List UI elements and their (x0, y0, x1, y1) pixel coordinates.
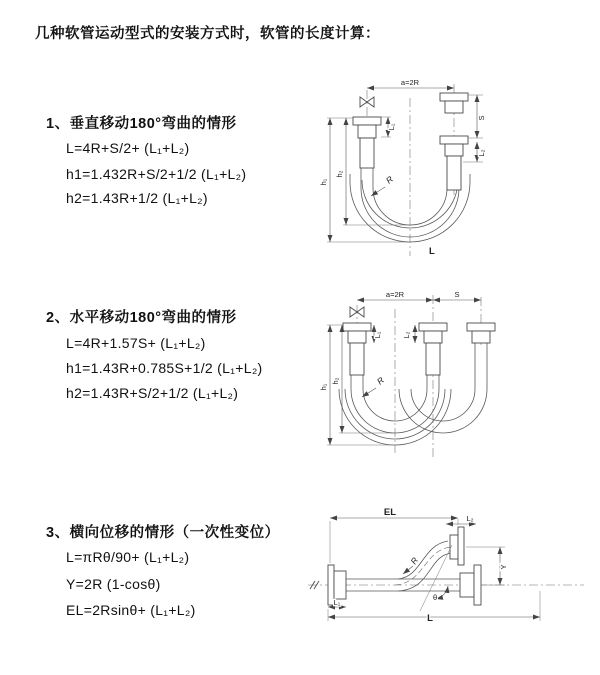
dim-label-l1: L₁ (333, 598, 341, 607)
right-flange-hub (460, 573, 474, 597)
dim-label-s: S (477, 115, 486, 121)
left-flange-hub (348, 331, 366, 343)
radius-label: R (383, 173, 395, 186)
section-3-formula-L: L=πRθ/90+ (L₁+L₂) (66, 549, 190, 565)
section-2-heading: 2、水平移动180°弯曲的情形 (46, 310, 237, 326)
section-1-formula-L: L=4R+S/2+ (L₁+L₂) (66, 140, 190, 156)
dim-label-el: EL (383, 507, 397, 518)
right-flange (474, 565, 481, 605)
right-flange (467, 323, 495, 331)
middle-flange (419, 323, 447, 331)
section-1-formula-h2: h2=1.43R+1/2 (L₁+L₂) (66, 190, 208, 206)
left-flange-hub (358, 125, 376, 138)
dim-label-a2r: a=2R (385, 290, 405, 299)
section-2-formula-h2: h2=1.43R+S/2+1/2 (L₁+L₂) (66, 385, 239, 401)
radius-label: R (408, 555, 421, 567)
dim-label-s: S (454, 290, 460, 299)
diagram-lateral-displacement (300, 505, 590, 645)
section-3-formula-Y: Y=2R (1-cosθ) (66, 576, 161, 592)
length-label: L (429, 246, 435, 257)
dim-label-h2: h₂ (335, 170, 344, 178)
left-braided-section (360, 138, 374, 168)
right-flange-hub (472, 331, 490, 343)
extension-lines-el (330, 519, 458, 563)
dim-label-a2r: a=2R (400, 78, 420, 87)
page-title: 几种软管运动型式的安装方式时，软管的长度计算： (35, 26, 380, 42)
right-flange-upper-hub (445, 101, 463, 113)
right-flange-lower-hub (445, 144, 463, 156)
section-2-formula-L: L=4R+1.57S+ (L₁+L₂) (66, 335, 206, 351)
radius-leader (403, 566, 413, 574)
left-flange (343, 323, 371, 331)
right-braided-section (447, 156, 461, 190)
dim-label-l2: L₂ (402, 331, 411, 339)
upper-flange (458, 527, 464, 565)
hose-u2-outer-wall (399, 343, 487, 433)
dim-label-y: Y (499, 564, 508, 570)
dim-label-h1: h₁ (319, 383, 328, 391)
length-label: L (427, 613, 433, 624)
angle-arc (436, 586, 448, 599)
middle-flange-hub (424, 331, 442, 343)
section-3-formula-EL: EL=2Rsinθ+ (L₁+L₂) (66, 602, 196, 618)
diagram-vertical-180-bend (315, 70, 580, 260)
left-flange-hub (334, 571, 346, 599)
hose-u2-inner-wall (411, 343, 475, 421)
dim-label-h1: h₁ (319, 178, 328, 186)
right-flange-lower (440, 136, 468, 144)
section-3-heading: 3、横向位移的情形（一次性变位） (46, 525, 280, 541)
hose-curve-bottom-wall (398, 553, 452, 591)
section-1-heading: 1、垂直移动180°弯曲的情形 (46, 116, 237, 132)
left-flange (353, 117, 381, 125)
hose-curve-top-wall (398, 541, 448, 579)
radius-label: R (374, 374, 386, 387)
dim-label-l1: L₁ (387, 123, 396, 131)
diagram-horizontal-180-bend (312, 285, 587, 465)
dim-label-l2: L₂ (477, 149, 486, 157)
dim-label-l1: L₁ (373, 331, 382, 339)
dim-label-l2: L₂ (466, 514, 474, 523)
dim-label-h2: h₂ (331, 377, 340, 385)
radius-leader (362, 388, 376, 397)
right-flange-upper (440, 93, 468, 101)
section-1-formula-h1: h1=1.432R+S/2+1/2 (L₁+L₂) (66, 166, 247, 182)
middle-braided-section (426, 343, 440, 375)
section-2-formula-h1: h1=1.43R+0.785S+1/2 (L₁+L₂) (66, 360, 263, 376)
angle-label: θ (433, 593, 438, 602)
left-braided-section (350, 343, 364, 375)
